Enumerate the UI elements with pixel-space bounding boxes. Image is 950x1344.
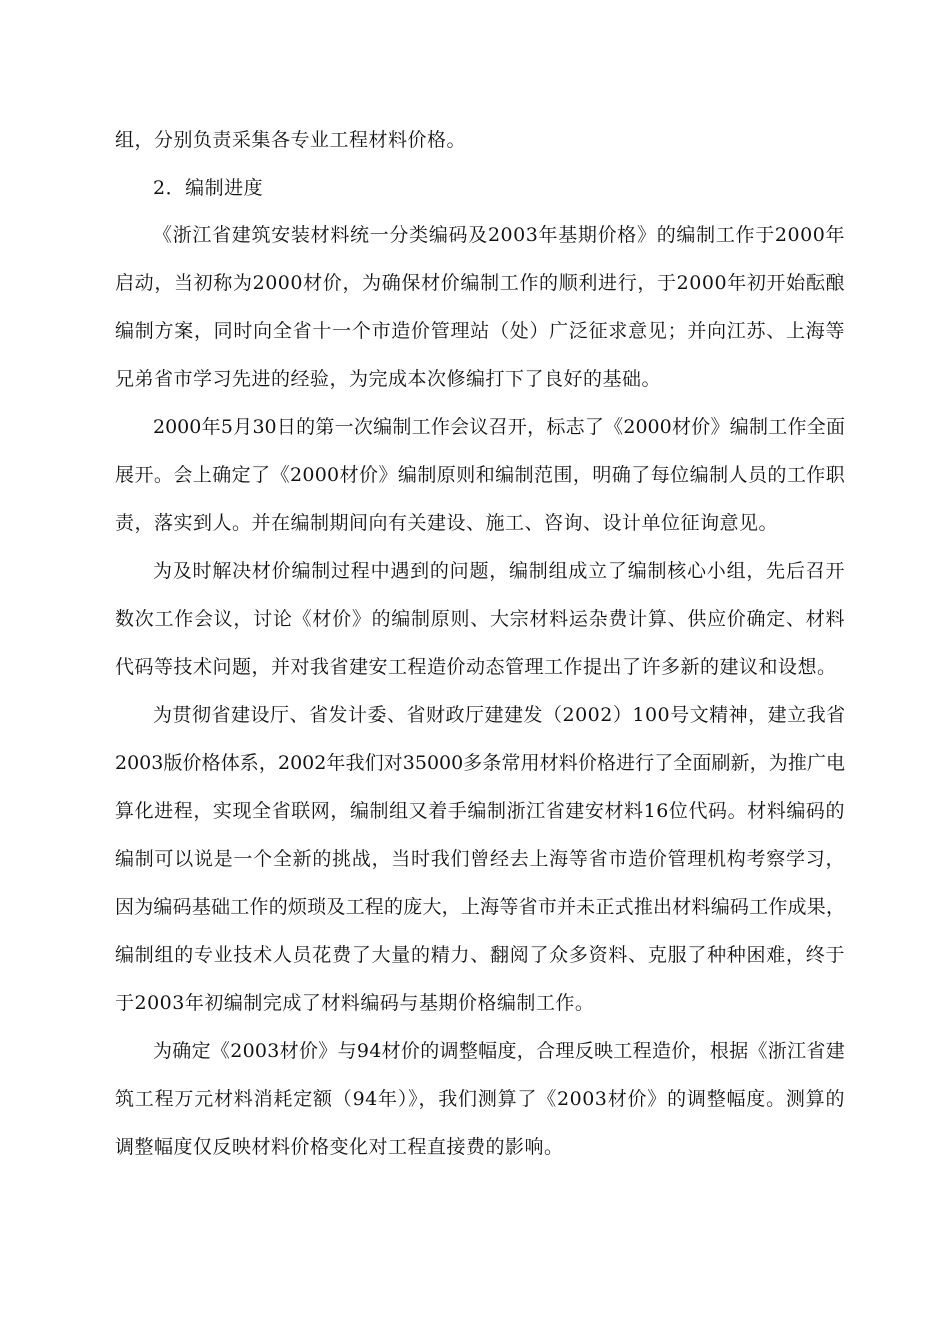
text-line: 责，落实到人。并在编制期间向有关建设、施工、咨询、设计单位征询意见。 [115, 512, 779, 534]
text-line: 于2003年初编制完成了材料编码与基期价格编制工作。 [115, 992, 595, 1014]
text-line: 代码等技术问题，并对我省建安工程造价动态管理工作提出了许多新的建议和设想。 [115, 656, 837, 678]
text-line: 编制可以说是一个全新的挑战，当时我们曾经去上海等省市造价管理机构考察学习， [115, 848, 845, 870]
section-heading: 2．编制进度 [153, 177, 264, 199]
text-line: 《浙江省建筑安装材料统一分类编码及2003年基期价格》的编制工作于2000年 [153, 224, 845, 246]
text-line: 因为编码基础工作的烦琐及工程的庞大，上海等省市并未正式推出材料编码工作成果， [115, 896, 845, 918]
text-line: 兄弟省市学习先进的经验，为完成本次修编打下了良好的基础。 [115, 368, 662, 390]
text-line: 为及时解决材价编制过程中遇到的问题，编制组成立了编制核心小组，先后召开 [153, 560, 845, 582]
text-line: 编制组的专业技术人员花费了大量的精力、翻阅了众多资料、克服了种种困难，终于 [115, 944, 845, 966]
text-line: 算化进程，实现全省联网，编制组又着手编制浙江省建安材料16位代码。材料编码的 [115, 800, 845, 822]
text-line: 组，分别负责采集各专业工程材料价格。 [115, 129, 467, 151]
text-line: 数次工作会议，讨论《材价》的编制原则、大宗材料运杂费计算、供应价确定、材料 [115, 608, 845, 630]
text-line: 调整幅度仅反映材料价格变化对工程直接费的影响。 [115, 1136, 564, 1158]
text-line: 筑工程万元材料消耗定额（94年）》，我们测算了《2003材价》的调整幅度。测算的 [115, 1088, 845, 1110]
text-line: 编制方案，同时向全省十一个市造价管理站（处）广泛征求意见；并向江苏、上海等 [115, 320, 845, 342]
text-line: 2000年5月30日的第一次编制工作会议召开，标志了《2000材价》编制工作全面 [153, 416, 845, 438]
text-line: 2003版价格体系，2002年我们对35000多条常用材料价格进行了全面刷新，为推广电 [115, 752, 845, 774]
text-line: 为贯彻省建设厅、省发计委、省财政厅建建发（2002）100号文精神，建立我省 [153, 704, 846, 726]
text-line: 启动，当初称为2000材价，为确保材价编制工作的顺利进行，于2000年初开始酝酿 [115, 272, 845, 294]
text-line: 展开。会上确定了《2000材价》编制原则和编制范围，明确了每位编制人员的工作职 [115, 464, 845, 486]
text-line: 为确定《2003材价》与94材价的调整幅度，合理反映工程造价，根据《浙江省建 [153, 1040, 845, 1062]
